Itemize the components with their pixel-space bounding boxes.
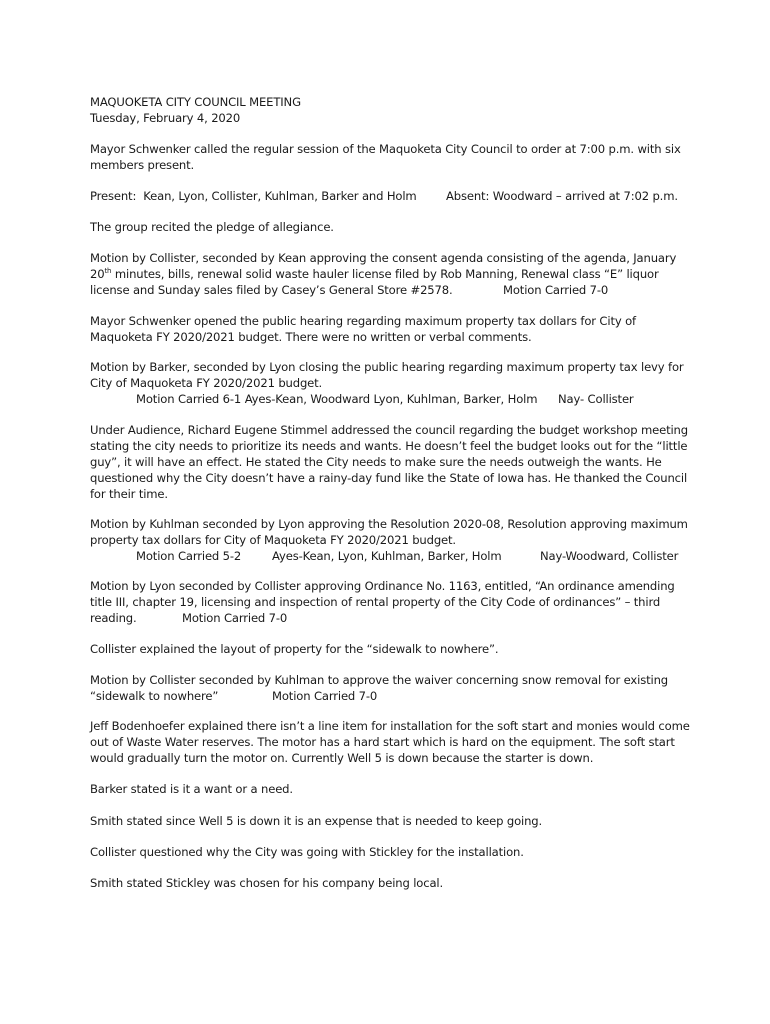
consent-line-1: Motion by Collister, seconded by Kean approving the consent agenda consisting of the agenda, January [90, 251, 677, 265]
call-to-order-line-1: Mayor Schwenker called the regular session of the Maquoketa City Council to order at 7:00 p.m. with six [90, 142, 681, 156]
waiver-line-1: Motion by Collister seconded by Kuhlman to approve the waiver concerning snow removal for existing [90, 673, 668, 687]
close-hearing-motion-result: Motion Carried 6-1 Ayes-Kean, Woodward Lyon, Kuhlman, Barker, Holm [136, 392, 538, 406]
bodenhoefer-line-1: Jeff Bodenhoefer explained there isn’t a line item for installation for the soft start and monies would come [90, 719, 690, 733]
waiver-line-2: “sidewalk to nowhere” [90, 689, 219, 703]
ordinance-line-2: title III, chapter 19, licensing and inspection of rental property of the City Code of ordinances” – third [90, 595, 661, 609]
consent-line-3: license and Sunday sales filed by Casey’s General Store #2578. [90, 283, 453, 297]
resolution-ayes: Ayes-Kean, Lyon, Kuhlman, Barker, Holm [272, 549, 502, 563]
bodenhoefer-line-2: out of Waste Water reserves. The motor has a hard start which is hard on the equipment. The soft start [90, 735, 675, 749]
audience-line-3: guy”, it will have an effect. He stated the City needs to make sure the needs outweigh the wants. He [90, 455, 662, 469]
audience-line-1: Under Audience, Richard Eugene Stimmel addressed the council regarding the budget workshop meeting [90, 423, 688, 437]
present-members: Present: Kean, Lyon, Collister, Kuhlman, Barker and Holm [90, 189, 417, 203]
waiver-motion-result: Motion Carried 7-0 [272, 689, 378, 703]
sidewalk-paragraph: Collister explained the layout of property for the “sidewalk to nowhere”. [90, 642, 499, 656]
document-title: MAQUOKETA CITY COUNCIL MEETING [90, 95, 301, 109]
meeting-date: Tuesday, February 4, 2020 [90, 111, 241, 125]
close-hearing-line-1: Motion by Barker, seconded by Lyon closing the public hearing regarding maximum property tax levy for [90, 360, 684, 374]
hearing-line-1: Mayor Schwenker opened the public hearing regarding maximum property tax dollars for City of [90, 314, 636, 328]
ordinance-line-3: reading. [90, 611, 137, 625]
collister-question-paragraph: Collister questioned why the City was going with Stickley for the installation. [90, 845, 524, 859]
resolution-motion-result: Motion Carried 5-2 [136, 549, 242, 563]
resolution-nays: Nay-Woodward, Collister [540, 549, 679, 563]
resolution-line-1: Motion by Kuhlman seconded by Lyon approving the Resolution 2020-08, Resolution approving maximum [90, 517, 688, 531]
resolution-line-2: property tax dollars for City of Maquoketa FY 2020/2021 budget. [90, 533, 456, 547]
ordinance-motion-result: Motion Carried 7-0 [182, 611, 288, 625]
audience-line-2: stating the city needs to prioritize its needs and wants. He doesn’t feel the budget looks out for the “little [90, 439, 688, 453]
hearing-line-2: Maquoketa FY 2020/2021 budget. There were no written or verbal comments. [90, 330, 532, 344]
bodenhoefer-line-3: would gradually turn the motor on. Currently Well 5 is down because the starter is down. [90, 751, 594, 765]
pledge-paragraph: The group recited the pledge of allegiance. [90, 220, 334, 234]
consent-line-2 [90, 266, 659, 282]
smith-paragraph-2: Smith stated Stickley was chosen for his company being local. [90, 876, 444, 890]
audience-line-4: questioned why the City doesn’t have a rainy-day fund like the State of Iowa has. He thanked the Council [90, 471, 688, 485]
smith-paragraph-1: Smith stated since Well 5 is down it is an expense that is needed to keep going. [90, 814, 543, 828]
close-hearing-nay: Nay- Collister [558, 392, 634, 406]
consent-date-suffix: th [104, 267, 112, 276]
consent-date-number: 20 [90, 267, 105, 281]
consent-line-2-text: minutes, bills, renewal solid waste hauler license filed by Rob Manning, Renewal class “E” liquor [111, 267, 659, 281]
audience-line-5: for their time. [90, 487, 168, 501]
absent-members: Absent: Woodward – arrived at 7:02 p.m. [446, 189, 678, 203]
consent-motion-result: Motion Carried 7-0 [503, 283, 609, 297]
ordinance-line-1: Motion by Lyon seconded by Collister approving Ordinance No. 1163, entitled, “An ordinance amending [90, 579, 675, 593]
close-hearing-line-2: City of Maquoketa FY 2020/2021 budget. [90, 376, 323, 390]
call-to-order-line-2: members present. [90, 158, 195, 172]
barker-paragraph: Barker stated is it a want or a need. [90, 782, 293, 796]
